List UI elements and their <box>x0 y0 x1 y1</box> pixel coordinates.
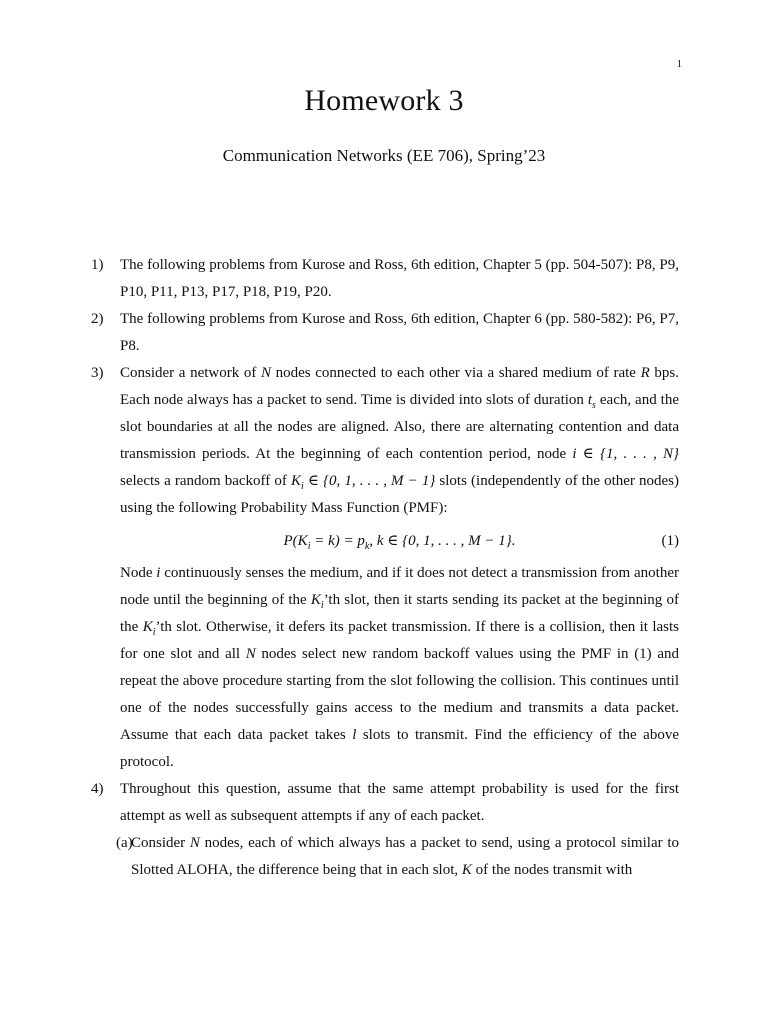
problem-text: The following problems from Kurose and Ross, 6th edition, Chapter 5 (pp. 504-507): P8, P9, P10, P11, P13, P17, P18, P19, P20. <box>120 257 679 300</box>
subproblem-label: (a) <box>116 835 133 851</box>
problem-1 <box>91 252 679 306</box>
problem-3-continuation: Node i continuously senses the medium, and if it does not detect a transmission from another node until the beginning of the $K_i’th$ slot, then it starts sending its packet at the beginning of the $K_i’th$ slot. Otherwise, it defers its packet transmission. If there is a collision, then it lasts for one slot and all N nodes select new random backoff values using the PMF in (1) and repeat the above procedure starting from the slot following the collision. This continues until one of the nodes successfully gains access to the medium and transmits a data packet. Assume that each data packet takes l slots to transmit. Find the efficiency of the above protocol. <box>120 565 679 770</box>
problem-list <box>91 252 679 884</box>
subproblem-text: Consider N nodes, each of which always has a packet to send, using a protocol similar to Slotted ALOHA, the difference being that in each slot, K of the nodes transmit with <box>131 835 679 878</box>
document-title: Homework 3 <box>304 84 464 117</box>
problem-4a <box>91 830 679 884</box>
problem-number: 4) <box>91 781 104 797</box>
problem-text: Throughout this question, assume that the same attempt probability is used for the first attempt as well as subsequent attempts if any of each packet. <box>120 781 679 824</box>
problem-number: 3) <box>91 365 104 381</box>
equation-text: $P(K_i = k) = p_k$, k ∈ {0, 1, . . . , M − 1}. <box>283 533 516 552</box>
problem-text: The following problems from Kurose and Ross, 6th edition, Chapter 6 (pp. 580-582): P6, P7, P8. <box>120 311 679 354</box>
document-subtitle: Communication Networks (EE 706), Spring’23 <box>222 146 546 165</box>
problem-text: Consider a network of N nodes connected to each other via a shared medium of rate R bps. Each node always has a packet to send. Time is divided into slots of duration $t_s$ each, and the slot boundaries at all the nodes are aligned. Also, there are alternating contention and data transmission periods. At the beginning of each contention period, node i ∈ {1, . . . , N} selects a random backoff of $K_i$ ∈ {0, 1, . . . , M − 1} slots (independently of the other nodes) using the following Probability Mass Function (PMF): <box>120 365 680 516</box>
problem-2 <box>91 306 679 360</box>
problem-3 <box>91 360 679 522</box>
equation-1 <box>120 522 679 560</box>
problem-number: 1) <box>91 257 104 273</box>
equation-number: (1) <box>661 533 679 549</box>
page-number: 1 <box>676 58 682 70</box>
problem-number: 2) <box>91 311 104 327</box>
problem-4 <box>91 776 679 830</box>
